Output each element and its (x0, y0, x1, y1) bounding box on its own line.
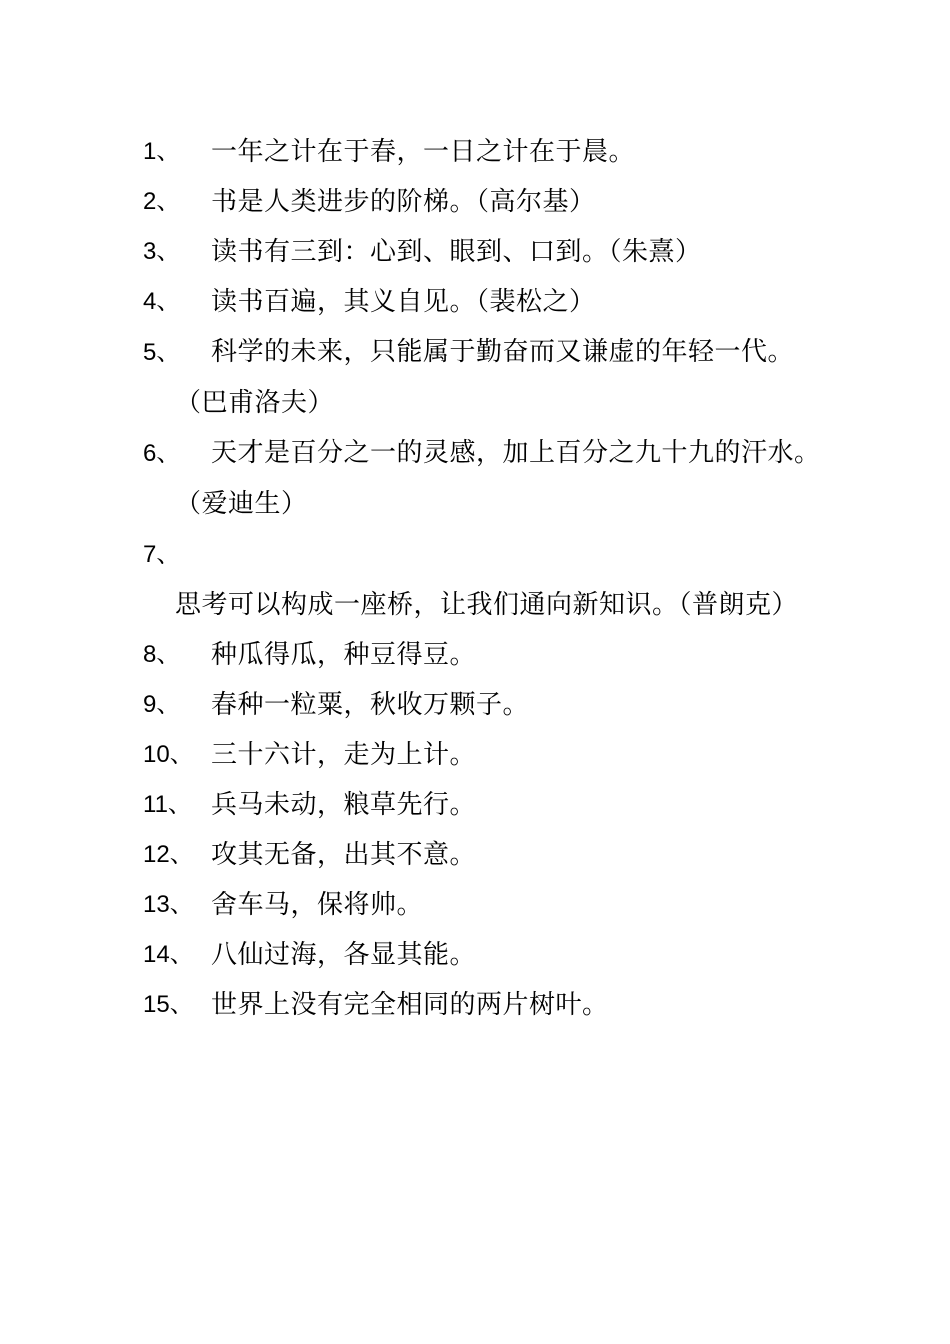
list-item (143, 680, 823, 730)
list-item (143, 428, 823, 529)
list-item (143, 730, 823, 780)
item-text: 三十六计，走为上计。 (211, 740, 477, 770)
item-number: 3、 (143, 238, 181, 265)
list-item (143, 930, 823, 980)
item-text: 读书百遍，其义自见。（裴松之） (211, 287, 596, 317)
item-text: 书是人类进步的阶梯。（高尔基） (211, 187, 596, 217)
item-number: 13、 (143, 891, 194, 918)
item-text: 思考可以构成一座桥，让我们通向新知识。（普朗克） (175, 590, 799, 620)
item-number: 7、 (143, 541, 181, 568)
item-number: 11、 (143, 791, 192, 818)
list-item (143, 529, 823, 630)
list-item (143, 127, 823, 177)
item-text: 世界上没有完全相同的两片树叶。 (211, 990, 609, 1020)
list-item (143, 177, 823, 227)
item-number: 2、 (143, 188, 181, 215)
item-text: 一年之计在于春，一日之计在于晨。 (211, 137, 636, 167)
quote-list (143, 127, 823, 1030)
list-item (143, 227, 823, 277)
item-text: 八仙过海，各显其能。 (211, 940, 477, 970)
list-item (143, 327, 823, 428)
item-number: 8、 (143, 641, 181, 668)
item-text: 春种一粒粟，秋收万颗子。 (211, 690, 530, 720)
item-number: 12、 (143, 841, 194, 868)
list-item (143, 980, 823, 1030)
list-item (143, 780, 823, 830)
item-text: 舍车马，保将帅。 (211, 890, 424, 920)
item-number: 14、 (143, 941, 194, 968)
item-text: 攻其无备，出其不意。 (211, 840, 477, 870)
item-number: 6、 (143, 440, 181, 467)
item-number: 5、 (143, 339, 181, 366)
list-item (143, 277, 823, 327)
item-text: 科学的未来，只能属于勤奋而又谦虚的年轻一代。（巴甫洛夫） (175, 337, 795, 418)
item-text: 兵马未动，粮草先行。 (211, 790, 477, 820)
item-text: 种瓜得瓜，种豆得豆。 (211, 640, 477, 670)
item-number: 9、 (143, 691, 181, 718)
item-number: 1、 (143, 138, 181, 165)
item-number: 15、 (143, 991, 194, 1018)
list-item (143, 630, 823, 680)
item-number: 10、 (143, 741, 194, 768)
list-item (143, 880, 823, 930)
item-number: 4、 (143, 288, 181, 315)
list-item (143, 830, 823, 880)
item-text: 读书有三到：心到、眼到、口到。（朱熹） (211, 237, 702, 267)
item-text: 天才是百分之一的灵感，加上百分之九十九的汗水。（爱迪生） (175, 438, 821, 519)
